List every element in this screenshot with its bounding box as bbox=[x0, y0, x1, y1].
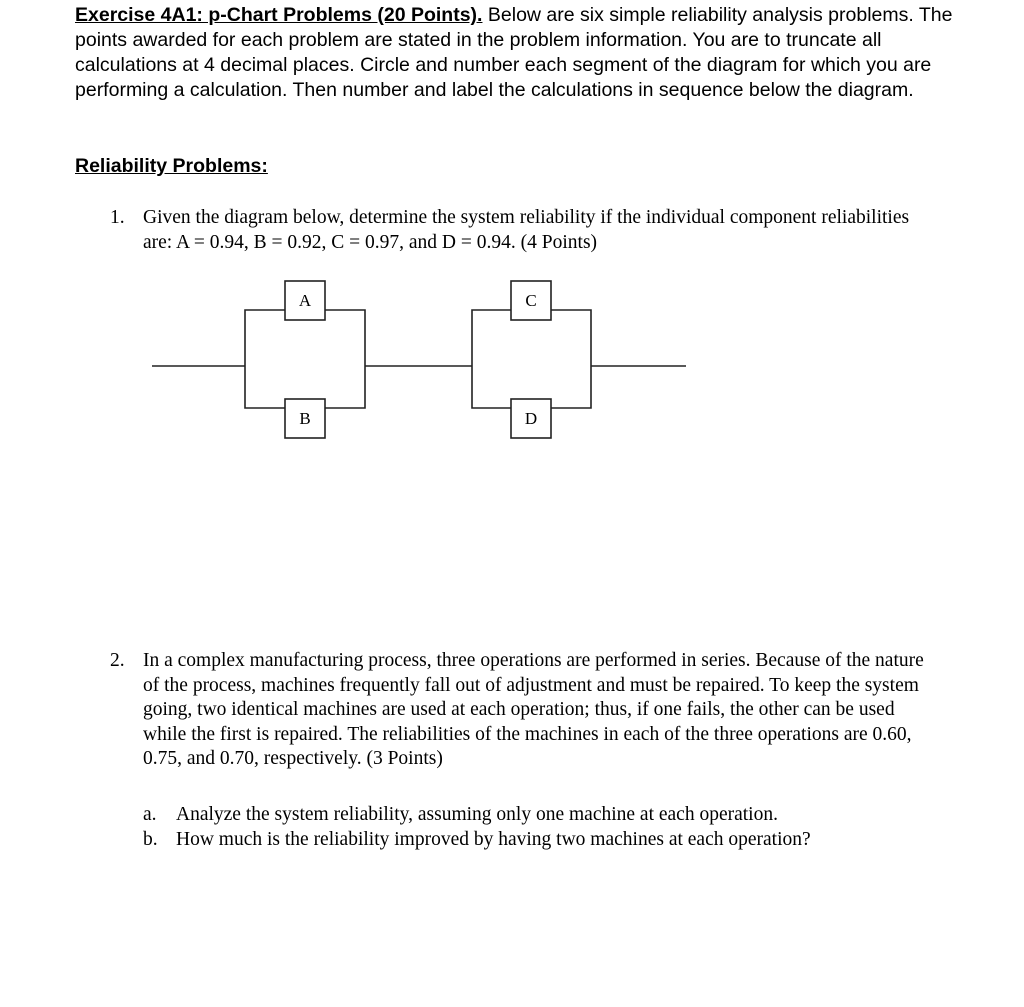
subpart-b bbox=[143, 828, 963, 853]
component-label: B bbox=[299, 409, 311, 428]
component-label: A bbox=[298, 291, 312, 310]
subparts-list bbox=[143, 803, 963, 852]
subpart-letter: a. bbox=[143, 804, 157, 825]
subpart-a bbox=[143, 803, 963, 828]
component-label: C bbox=[525, 291, 537, 310]
problem-number: 1. bbox=[110, 207, 125, 228]
component-label: D bbox=[524, 409, 538, 428]
subpart-text: Analyze the system reliability, assuming only one machine at each operation. bbox=[176, 804, 778, 825]
section-heading: Reliability Problems: bbox=[75, 155, 268, 177]
exercise-title: Exercise 4A1: p-Chart Problems (20 Points). bbox=[75, 4, 483, 26]
component-c bbox=[511, 281, 551, 320]
subpart-text: How much is the reliability improved by having two machines at each operation? bbox=[176, 828, 811, 850]
component-b bbox=[285, 399, 325, 438]
problem-number: 2. bbox=[110, 650, 125, 671]
problem-2 bbox=[110, 649, 940, 772]
component-a bbox=[285, 281, 325, 320]
component-d bbox=[511, 399, 551, 438]
problem-text: Given the diagram below, determine the system reliability if the individual component reliabilities are: A = 0.94, B = 0.92, C = 0.97, and D = 0.94. (4 Points) bbox=[143, 207, 910, 253]
subpart-letter: b. bbox=[143, 828, 158, 850]
diagram-wires bbox=[152, 310, 686, 408]
exercise-instructions: Below are six simple reliability analysis problems. The points awarded for each problem are stated in the problem information. You are to truncate all calculations at 4 decimal places. Circle and number each segment of the diagram for which you are performing a calculation. Then number and label the calculations in sequence below the diagram. bbox=[75, 4, 953, 101]
problem-text: In a complex manufacturing process, three operations are performed in series. Because of the nature of the process, machines frequently fall out of adjustment and must be repaired. To keep the system going, two identical machines are used at each operation; thus, if one fails, the other can be used while the first is repaired. The reliabilities of the machines in each of the three operations are 0.60, 0.75, and 0.70, respectively. (3 Points) bbox=[143, 650, 924, 769]
